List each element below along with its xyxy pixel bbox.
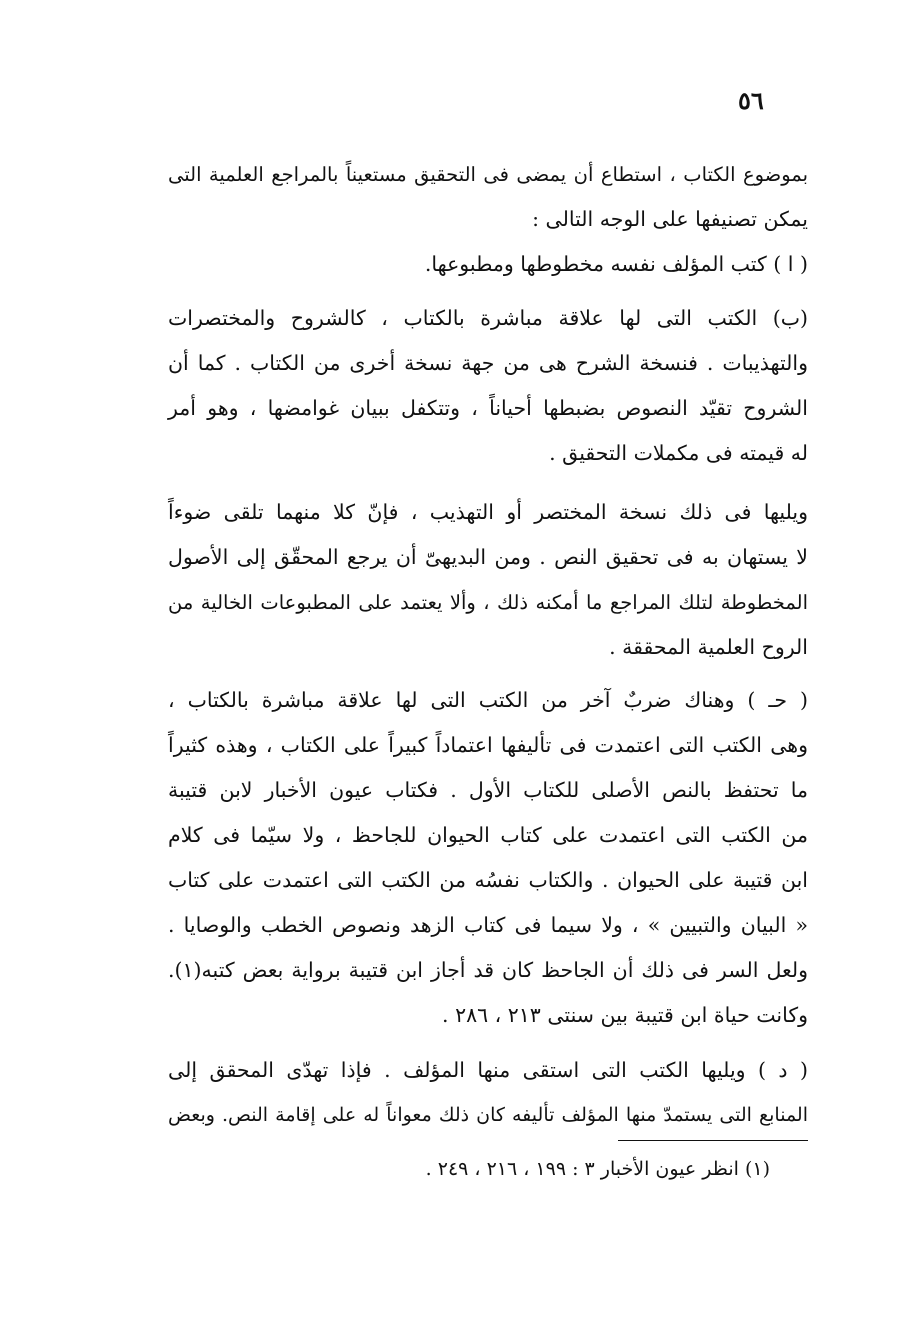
paragraph-item-a [168, 242, 808, 287]
paragraph-item-b [168, 296, 808, 476]
paragraph-item-c [168, 678, 808, 1038]
paragraph-intro [168, 152, 808, 242]
text-line: ( د ) ويليها الكتب التى استقى منها المؤلف . فإذا تهدّى المحقق إلى [168, 1058, 808, 1082]
text-line: المخطوطة لتلك المراجع ما أمكنه ذلك ، وألا يعتمد على المطبوعات الخالية من [168, 591, 808, 614]
paragraph-continuation [168, 490, 808, 670]
text-line: (ب) الكتب التى لها علاقة مباشرة بالكتاب ، كالشروح والمختصرات [168, 306, 808, 330]
text-line: يمكن تصنيفها على الوجه التالى : [532, 207, 808, 231]
page-number: ٥٦ [738, 86, 764, 115]
text-line: وهى الكتب التى اعتمدت فى تأليفها اعتماداً كبيراً على الكتاب ، وهذه كثيراً [168, 733, 808, 757]
text-line: لا يستهان به فى تحقيق النص . ومن البديهىّ أن يرجع المحقّق إلى الأصول [168, 545, 808, 569]
text-line: ما تحتفظ بالنص الأصلى للكتاب الأول . فكتاب عيون الأخبار لابن قتيبة [168, 778, 808, 802]
text-line: ويليها فى ذلك نسخة المختصر أو التهذيب ، فإنّ كلا منهما تلقى ضوءاً [168, 500, 808, 524]
text-line: ( حـ ) وهناك ضربٌ آخر من الكتب التى لها علاقة مباشرة بالكتاب ، [168, 688, 808, 712]
text-line: ( ا ) كتب المؤلف نفسه مخطوطها ومطبوعها. [424, 252, 808, 276]
text-line: له قيمته فى مكملات التحقيق . [549, 441, 808, 465]
text-line: ولعل السر فى ذلك أن الجاحظ كان قد أجاز ابن قتيبة برواية بعض كتبه(١). [168, 958, 808, 982]
text-line: من الكتب التى اعتمدت على كتاب الحيوان للجاحظ ، ولا سيّما فى كلام [168, 823, 808, 847]
text-line: والتهذيبات . فنسخة الشرح هى من جهة نسخة أخرى من الكتاب . كما أن [168, 351, 808, 375]
text-line: وكانت حياة ابن قتيبة بين سنتى ٢١٣ ، ٢٨٦ . [442, 1003, 808, 1027]
text-line: المنابع التى يستمدّ منها المؤلف تأليفه كان ذلك معواناً له على إقامة النص. وبعض [168, 1104, 808, 1126]
text-line: « البيان والتبيين » ، ولا سيما فى كتاب الزهد ونصوص الخطب والوصايا . [168, 913, 808, 937]
text-line: الشروح تقيّد النصوص بضبطها أحياناً ، وتتكفل ببيان غوامضها ، وهو أمر [168, 396, 808, 420]
text-line: بموضوع الكتاب ، استطاع أن يمضى فى التحقيق مستعيناً بالمراجع العلمية التى [168, 163, 808, 186]
footnote: (١) انظر عيون الأخبار ٣ : ١٩٩ ، ٢١٦ ، ٢٤٩ . [425, 1158, 770, 1180]
paragraph-item-d [168, 1048, 808, 1138]
text-line: الروح العلمية المحققة . [609, 635, 808, 659]
text-line: ابن قتيبة على الحيوان . والكتاب نفسُه من الكتب التى اعتمدت على كتاب [168, 868, 808, 892]
footnote-divider [618, 1140, 808, 1141]
